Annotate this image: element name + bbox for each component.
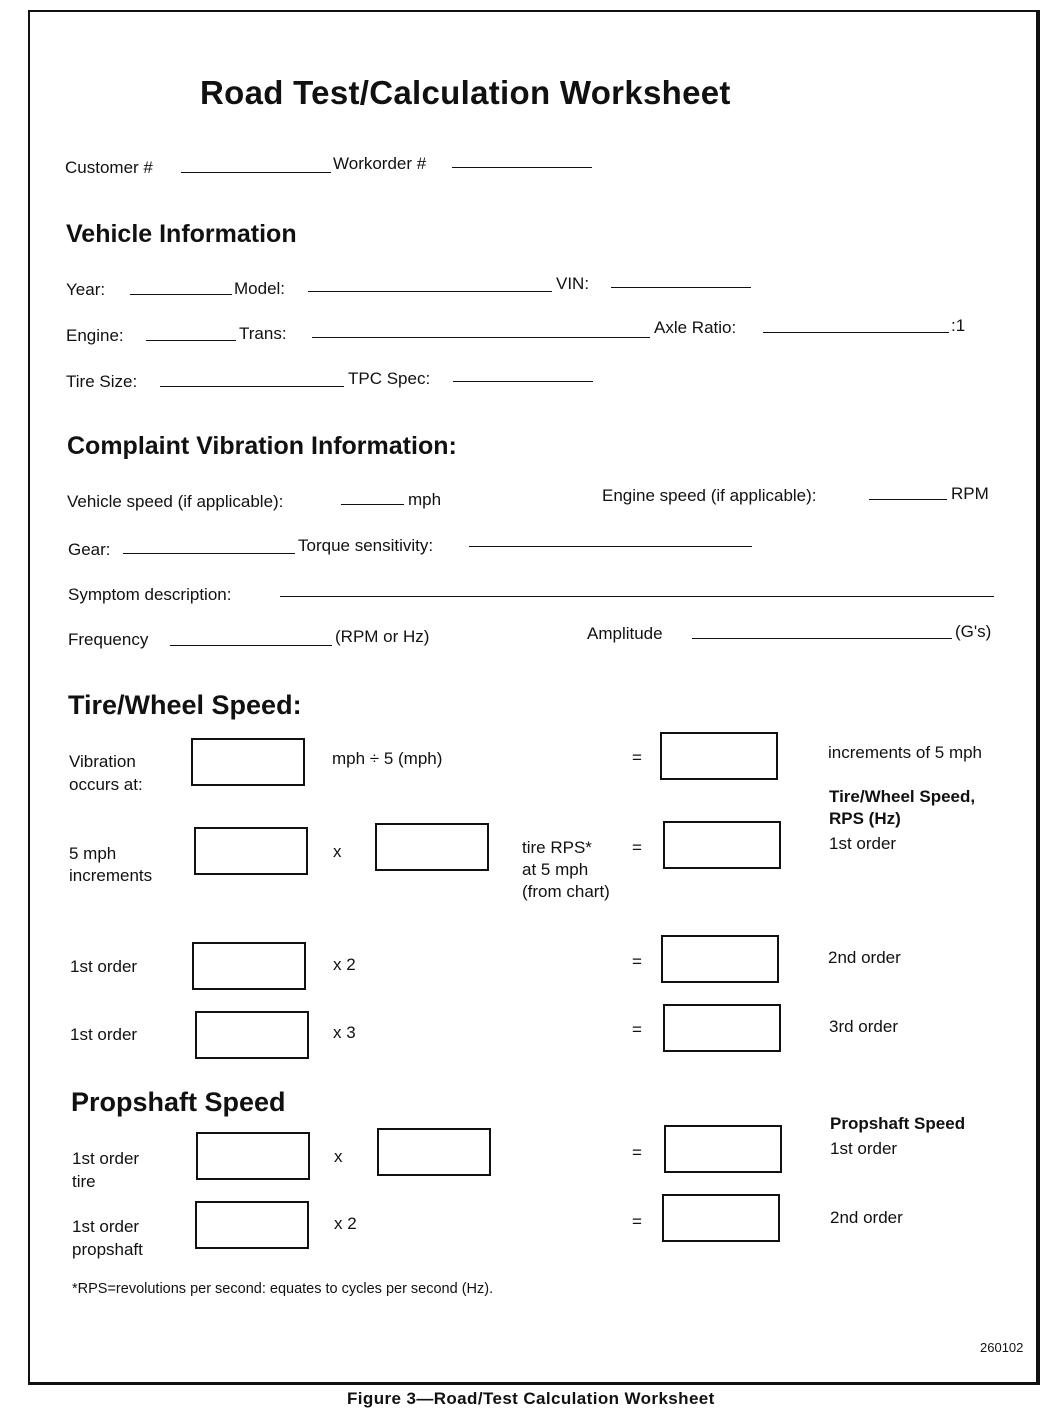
amplitude-unit: (G's): [955, 622, 992, 641]
row1-label-line1: Vibration: [69, 752, 136, 771]
increments-input-box[interactable]: [194, 827, 308, 875]
row3-equals: =: [632, 952, 642, 971]
row4-input-box[interactable]: [195, 1011, 309, 1059]
axle-ratio-field[interactable]: [763, 332, 949, 333]
propshaft-result-heading: Propshaft Speed: [830, 1114, 966, 1133]
prop-row2-equals: =: [632, 1212, 642, 1231]
axle-ratio-label: Axle Ratio:: [654, 318, 737, 337]
tire-rps-input-box[interactable]: [375, 823, 489, 871]
vibration-speed-input-box[interactable]: [191, 738, 305, 786]
row3-result-label: 2nd order: [828, 948, 901, 967]
row1-operator: mph ÷ 5 (mph): [332, 749, 443, 768]
propshaft-ratio-input-box[interactable]: [377, 1128, 491, 1176]
row1-equals: =: [632, 748, 642, 767]
row2-note-line2: at 5 mph: [522, 860, 589, 879]
figure-id: 260102: [980, 1340, 1024, 1355]
propshaft-second-order-result-box[interactable]: [662, 1194, 780, 1242]
row3-input-box[interactable]: [192, 942, 306, 990]
increments-result-box[interactable]: [660, 732, 778, 780]
tire-wheel-heading: Tire/Wheel Speed:: [68, 690, 302, 720]
row2-note-line1: tire RPS*: [522, 838, 592, 857]
row2-label-line1: 5 mph: [69, 844, 117, 863]
footnote: *RPS=revolutions per second: equates to cycles per second (Hz).: [72, 1281, 494, 1297]
row1-result-label: increments of 5 mph: [828, 743, 983, 762]
vehicle-info-heading: Vehicle Information: [66, 220, 297, 248]
gear-field[interactable]: [123, 553, 295, 554]
row2-operator: x: [333, 842, 342, 861]
prop-row2-label-line2: propshaft: [72, 1240, 143, 1259]
engine-field[interactable]: [146, 340, 236, 341]
frequency-field[interactable]: [170, 645, 332, 646]
row4-equals: =: [632, 1020, 642, 1039]
engine-speed-field[interactable]: [869, 499, 947, 500]
tire-size-label: Tire Size:: [66, 372, 138, 391]
torque-field[interactable]: [469, 546, 752, 547]
prop-row1-label-line2: tire: [72, 1172, 96, 1191]
frequency-label: Frequency: [68, 630, 149, 649]
first-order-tire-input-box[interactable]: [196, 1132, 310, 1180]
first-order-result-box[interactable]: [663, 821, 781, 869]
vehicle-speed-field[interactable]: [341, 504, 404, 505]
complaint-heading: Complaint Vibration Information:: [67, 432, 457, 460]
year-label: Year:: [66, 280, 106, 299]
engine-label: Engine:: [66, 326, 124, 345]
engine-speed-label: Engine speed (if applicable):: [602, 486, 817, 505]
tire-wheel-result-heading-1: Tire/Wheel Speed,: [829, 787, 976, 806]
frequency-unit: (RPM or Hz): [335, 627, 430, 646]
gear-label: Gear:: [68, 540, 111, 559]
third-order-result-box[interactable]: [663, 1004, 781, 1052]
row4-label: 1st order: [70, 1025, 138, 1044]
row3-operator: x 2: [333, 955, 356, 974]
prop-row2-label-line1: 1st order: [72, 1217, 140, 1236]
vehicle-speed-unit: mph: [408, 490, 442, 509]
vehicle-speed-label: Vehicle speed (if applicable):: [67, 492, 284, 511]
row3-label: 1st order: [70, 957, 138, 976]
page-title: Road Test/Calculation Worksheet: [200, 74, 731, 111]
workorder-field[interactable]: [452, 167, 592, 168]
prop-row1-label-line1: 1st order: [72, 1149, 140, 1168]
row4-result-label: 3rd order: [829, 1017, 898, 1036]
torque-label: Torque sensitivity:: [298, 536, 434, 555]
customer-label: Customer #: [65, 158, 153, 177]
symptom-field[interactable]: [280, 596, 994, 597]
vin-label: VIN:: [556, 274, 590, 293]
amplitude-field[interactable]: [692, 638, 952, 639]
tire-wheel-result-heading-2: RPS (Hz): [829, 809, 901, 828]
row4-operator: x 3: [333, 1023, 356, 1042]
symptom-label: Symptom description:: [68, 585, 232, 604]
year-field[interactable]: [130, 294, 232, 295]
second-order-result-box[interactable]: [661, 935, 779, 983]
model-label: Model:: [234, 279, 286, 298]
row2-equals: =: [632, 838, 642, 857]
prop-row1-result-label: 1st order: [830, 1139, 898, 1158]
propshaft-first-order-result-box[interactable]: [664, 1125, 782, 1173]
prop-row2-result-label: 2nd order: [830, 1208, 903, 1227]
amplitude-label: Amplitude: [587, 624, 663, 643]
model-field[interactable]: [308, 291, 552, 292]
prop-row2-operator: x 2: [334, 1214, 357, 1233]
tpc-spec-field[interactable]: [453, 381, 593, 382]
propshaft-heading: Propshaft Speed: [71, 1087, 286, 1117]
prop-row1-operator: x: [334, 1147, 343, 1166]
customer-field[interactable]: [181, 172, 331, 173]
tpc-spec-label: TPC Spec:: [348, 369, 431, 388]
axle-ratio-suffix: :1: [951, 316, 966, 335]
trans-field[interactable]: [312, 337, 650, 338]
row2-result-label: 1st order: [829, 834, 897, 853]
engine-speed-unit: RPM: [951, 484, 989, 503]
trans-label: Trans:: [239, 324, 287, 343]
figure-caption: Figure 3—Road/Test Calculation Worksheet: [347, 1389, 715, 1408]
first-order-propshaft-input-box[interactable]: [195, 1201, 309, 1249]
row2-label-line2: increments: [69, 866, 153, 885]
row2-note-line3: (from chart): [522, 882, 610, 901]
workorder-label: Workorder #: [333, 154, 427, 173]
vin-field[interactable]: [611, 287, 751, 288]
tire-size-field[interactable]: [160, 386, 344, 387]
row1-label-line2: occurs at:: [69, 775, 143, 794]
prop-row1-equals: =: [632, 1143, 642, 1162]
